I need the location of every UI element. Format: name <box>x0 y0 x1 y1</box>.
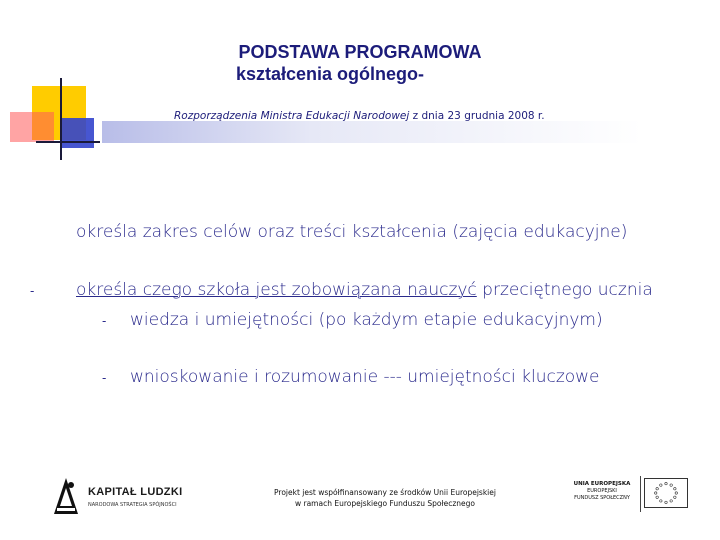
footer-center-line-1: Projekt jest współfinansowany ze środków Unii Europejskiej <box>274 488 496 497</box>
bullet-2: - <box>102 314 107 328</box>
title-line-2: kształcenia ogólnego- <box>236 64 425 84</box>
left-logo-title: KAPITAŁ LUDZKI <box>88 486 183 498</box>
content-line-2-underlined: określa czego szkoła jest zobowiązana nauczyć <box>76 280 477 300</box>
decor-red-square <box>10 112 54 142</box>
bullet-1: - <box>30 284 35 298</box>
content-line-2-rest: przeciętnego ucznia <box>476 280 653 300</box>
footer-cofinancing-text <box>240 487 530 509</box>
eu-divider <box>640 476 641 512</box>
content-line-4: wnioskowanie i rozumowanie --- umiejętności kluczowe <box>130 367 600 387</box>
content-line-2 <box>76 280 653 300</box>
title-line-1-text: PODSTAWA PROGRAMOWA <box>238 42 482 62</box>
content-line-1: określa zakres celów oraz treści kształcenia (zajęcia edukacyjne) <box>76 222 628 242</box>
subtitle <box>174 110 545 122</box>
subtitle-italic: Rozporządzenia Ministra Edukacji Narodowej <box>174 110 410 122</box>
left-logo-subtitle: NARODOWA STRATEGIA SPÓJNOŚCI <box>88 502 177 508</box>
decor-horizontal-line <box>36 141 100 143</box>
eu-flag-icon <box>644 478 688 508</box>
eu-title: UNIA EUROPEJSKA <box>573 481 631 487</box>
eu-line-3: FUNDUSZ SPOŁECZNY <box>574 495 630 501</box>
eu-logo-text <box>566 481 638 502</box>
decor-blue-square <box>60 118 94 148</box>
content-line-3: wiedza i umiejętności (po każdym etapie edukacyjnym) <box>130 310 603 330</box>
subtitle-rest: z dnia 23 grudnia 2008 r. <box>409 110 545 122</box>
decor-vertical-line <box>60 78 62 160</box>
bullet-3: - <box>102 371 107 385</box>
title-line-1 <box>0 42 720 63</box>
eu-line-2: EUROPEJSKI <box>587 488 617 494</box>
decor-gradient-bar <box>102 121 702 143</box>
kapital-ludzki-logo-icon <box>52 476 80 516</box>
footer-center-line-2: w ramach Europejskiego Funduszu Społecznego <box>294 499 476 508</box>
kapital-ludzki-logo <box>52 474 212 518</box>
